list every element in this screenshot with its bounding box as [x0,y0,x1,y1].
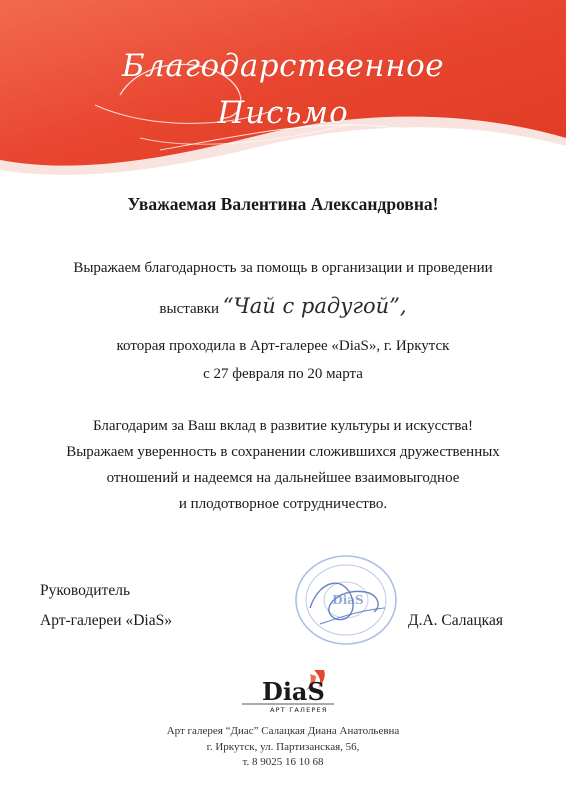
footer-line-1: Арт галерея “Диас” Салацкая Диана Анатольевна [166,725,400,737]
title-line-1: Благодарственное [121,48,445,84]
exhibit-name: “Чай с радугой”, [222,294,407,318]
signer-name: Д.А. Салацкая [408,612,503,629]
body-line-5: Благодарим за Ваш вклад в развитие культуры и искусства! [93,418,473,434]
greeting: Уважаемая Валентина Александровна! [127,194,439,214]
title-line-2: Письмо [217,95,349,131]
svg-text:АРТ ГАЛЕРЕЯ: АРТ ГАЛЕРЕЯ [270,706,328,714]
body-line-8: и плодотворное сотрудничество. [178,496,388,512]
dias-logo [240,668,340,714]
body-line-1: Выражаем благодарность за помощь в организации и проведении [73,260,493,276]
svg-text:DiaS: DiaS [332,593,364,607]
exhibit-prefix: выставки [159,301,220,317]
signer-role-line-2: Арт-галереи «DiaS» [40,612,172,629]
body-line-6: Выражаем уверенность в сохранении сложившихся дружественных [66,444,500,460]
footer-line-2: г. Иркутск, ул. Партизанская, 56, [206,741,360,753]
body-line-7: отношений и надеемся на дальнейшее взаимовыгодное [106,470,460,486]
body-line-3: которая проходила в Арт-галерее «DiaS», г. Иркутск [116,338,450,354]
body-line-4: с 27 февраля по 20 марта [203,366,363,382]
body-line-2 [0,294,566,318]
stamp-seal [290,548,400,652]
footer-line-3: т. 8 9025 16 10 68 [242,756,324,768]
svg-text:DiaS: DiaS [262,677,325,706]
signer-role-line-1: Руководитель [40,582,131,599]
